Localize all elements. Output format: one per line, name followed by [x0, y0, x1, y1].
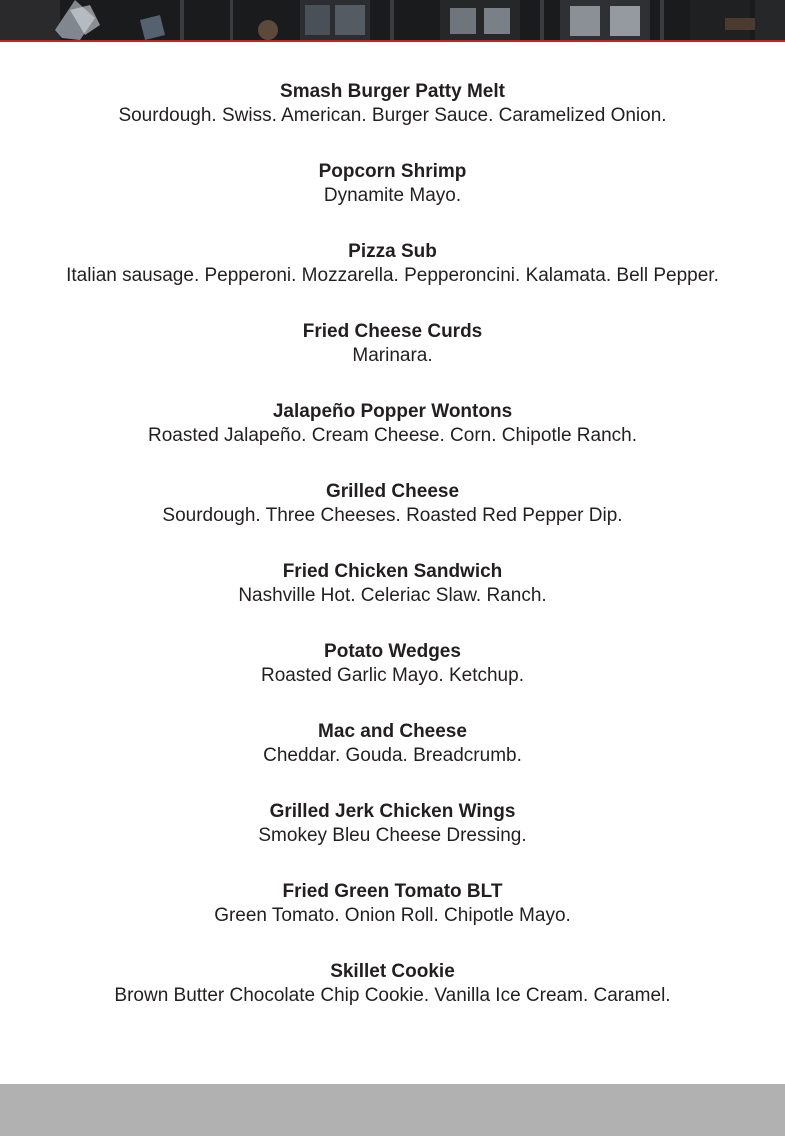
- restaurant-interior-image: [0, 0, 785, 40]
- menu-item-name: Jalapeño Popper Wontons: [272, 401, 513, 422]
- menu-item: [0, 160, 785, 240]
- menu-item-description: Cheddar. Gouda. Breadcrumb.: [263, 745, 522, 766]
- menu-item-description: Marinara.: [352, 345, 433, 366]
- menu-item-description: Dynamite Mayo.: [323, 185, 462, 206]
- menu-item: [0, 80, 785, 160]
- menu-item-name: Skillet Cookie: [330, 961, 455, 982]
- menu-item-description: Sourdough. Three Cheeses. Roasted Red Pepper Dip.: [162, 505, 623, 526]
- menu-item-name: Pizza Sub: [348, 241, 437, 262]
- menu-item: [0, 480, 785, 560]
- menu-item-name: Grilled Jerk Chicken Wings: [269, 801, 516, 822]
- menu-item-name: Fried Chicken Sandwich: [282, 561, 503, 582]
- menu-item: [0, 320, 785, 400]
- menu-item-name: Fried Green Tomato BLT: [282, 881, 503, 902]
- menu-item-description: Sourdough. Swiss. American. Burger Sauce. Caramelized Onion.: [118, 105, 667, 126]
- menu-item: [0, 560, 785, 640]
- header-photo: [0, 0, 785, 42]
- menu-item: [0, 240, 785, 320]
- menu-item-name: Fried Cheese Curds: [302, 321, 483, 342]
- menu-item: [0, 880, 785, 960]
- footer-band: [0, 1084, 785, 1136]
- menu-item-name: Popcorn Shrimp: [318, 161, 467, 182]
- menu-item-name: Grilled Cheese: [325, 481, 460, 502]
- menu-item-name: Potato Wedges: [324, 641, 461, 662]
- menu-item-description: Nashville Hot. Celeriac Slaw. Ranch.: [238, 585, 547, 606]
- menu-item-name: Mac and Cheese: [318, 721, 467, 742]
- menu-item-description: Roasted Jalapeño. Cream Cheese. Corn. Chipotle Ranch.: [148, 425, 637, 446]
- menu-list: [0, 80, 785, 1040]
- menu-item-description: Roasted Garlic Mayo. Ketchup.: [261, 665, 524, 686]
- menu-item: [0, 720, 785, 800]
- menu-item: [0, 960, 785, 1040]
- menu-item-description: Green Tomato. Onion Roll. Chipotle Mayo.: [214, 905, 571, 926]
- menu-item: [0, 400, 785, 480]
- menu-item: [0, 640, 785, 720]
- menu-item-description: Italian sausage. Pepperoni. Mozzarella. Pepperoncini. Kalamata. Bell Pepper.: [66, 265, 719, 286]
- menu-item-name: Smash Burger Patty Melt: [280, 81, 505, 102]
- menu-item-description: Smokey Bleu Cheese Dressing.: [258, 825, 527, 846]
- menu-item-description: Brown Butter Chocolate Chip Cookie. Vanilla Ice Cream. Caramel.: [114, 985, 671, 1006]
- menu-item: [0, 800, 785, 880]
